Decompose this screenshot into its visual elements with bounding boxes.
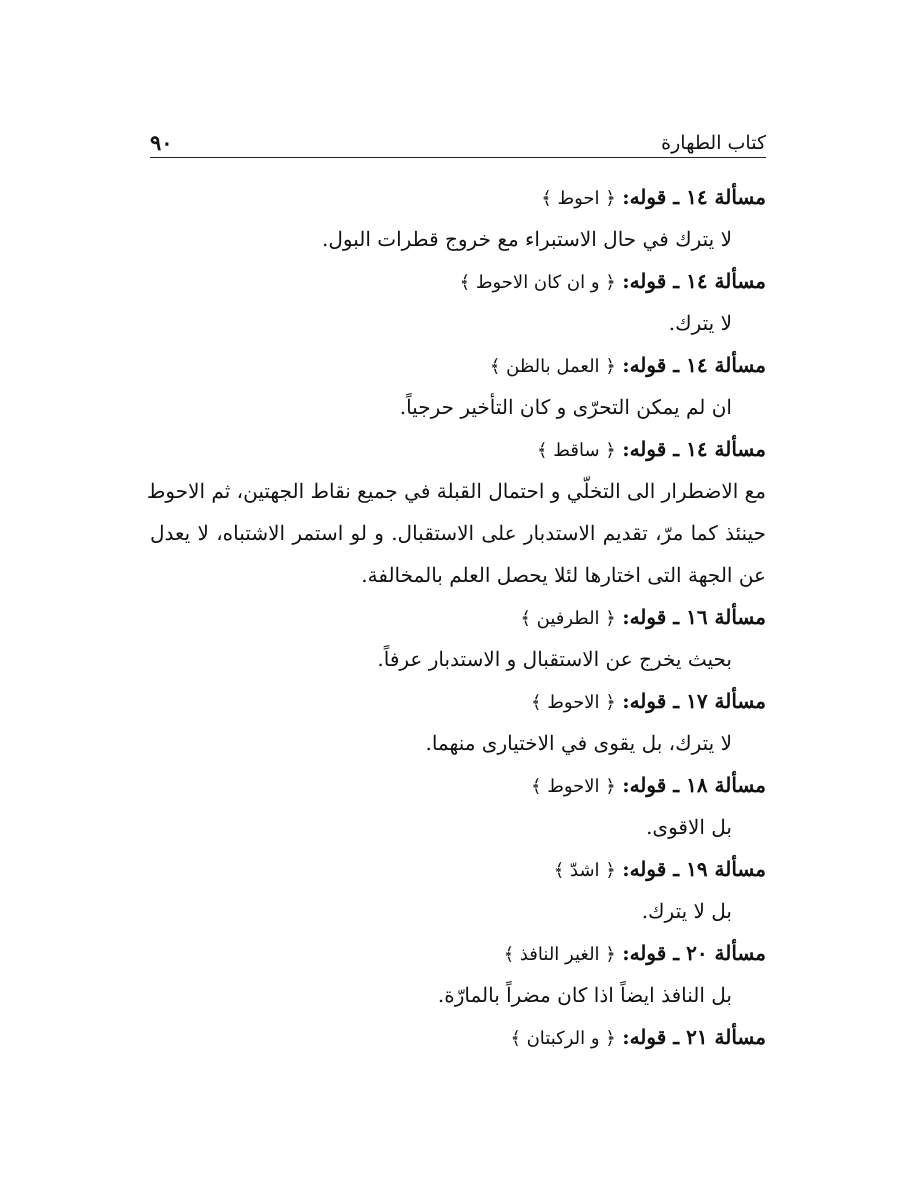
running-header: [150, 124, 766, 158]
issue-heading: [150, 596, 766, 638]
issue-label: مسألة ٢١ ـ قوله:: [622, 1025, 766, 1049]
issue-label: مسألة ١٧ ـ قوله:: [622, 689, 766, 713]
issue-heading: [150, 764, 766, 806]
commentary-text: لا يترك في حال الاستبراء مع خروج قطرات البول.: [321, 227, 732, 251]
issue-label: مسألة ١٩ ـ قوله:: [622, 857, 766, 881]
issue-heading: [150, 1016, 766, 1058]
quoted-term: ﴿ ساقط ﴾: [537, 440, 616, 461]
quoted-term: ﴿ و ان كان الاحوط ﴾: [459, 272, 616, 293]
quoted-term: ﴿ الطرفين ﴾: [520, 608, 616, 629]
issue-label: مسألة ١٦ ـ قوله:: [622, 605, 766, 629]
issue-label: مسألة ١٤ ـ قوله:: [622, 437, 766, 461]
quoted-term: ﴿ الاحوط ﴾: [530, 692, 616, 713]
commentary-text: لا يترك.: [668, 311, 732, 335]
commentary-text: لا يترك، بل يقوى في الاختيارى منهما.: [425, 731, 732, 755]
quoted-term: ﴿ احوط ﴾: [541, 188, 616, 209]
issue-label: مسألة ١٨ ـ قوله:: [622, 773, 766, 797]
quoted-term: ﴿ الغير النافذ ﴾: [503, 944, 616, 965]
page-number: ٩٠: [150, 130, 173, 155]
commentary-text: بحيث يخرج عن الاستقبال و الاستدبار عرفاً.: [377, 647, 732, 671]
page-body: [146, 176, 766, 1058]
issue-label: مسألة ٢٠ ـ قوله:: [622, 941, 766, 965]
commentary-text: بل الاقوى.: [646, 815, 732, 839]
header-rule: [150, 157, 766, 158]
issue-heading: [150, 848, 766, 890]
issue-heading: [150, 428, 766, 470]
commentary-line: حينئذ كما مرّ، تقديم الاستدبار على الاستقبال. و لو استمر الاشتباه، لا يعدل: [150, 521, 766, 545]
header-title: كتاب الطهارة: [661, 132, 766, 154]
issue-heading: [150, 680, 766, 722]
quoted-term: ﴿ العمل بالظن ﴾: [489, 356, 616, 377]
issue-label: مسألة ١٤ ـ قوله:: [622, 185, 766, 209]
issue-label: مسألة ١٤ ـ قوله:: [622, 353, 766, 377]
commentary-line: مع الاضطرار الى التخلّي و احتمال القبلة في جميع نقاط الجهتين، ثم الاحوط: [146, 479, 766, 503]
issue-heading: [150, 176, 766, 218]
quoted-term: ﴿ و الركبتان ﴾: [510, 1028, 616, 1049]
quoted-term: ﴿ الاحوط ﴾: [530, 776, 616, 797]
issue-heading: [150, 344, 766, 386]
issue-label: مسألة ١٤ ـ قوله:: [622, 269, 766, 293]
issue-heading: [150, 932, 766, 974]
commentary-text: بل النافذ ايضاً اذا كان مضراً بالمارّة.: [437, 983, 732, 1007]
issue-heading: [150, 260, 766, 302]
commentary-text: ان لم يمكن التحرّى و كان التأخير حرجياً.: [399, 395, 732, 419]
quoted-term: ﴿ اشدّ ﴾: [553, 860, 616, 881]
commentary-text: بل لا يترك.: [641, 899, 732, 923]
commentary-line: عن الجهة التى اختارها لئلا يحصل العلم بالمخالفة.: [361, 563, 766, 587]
